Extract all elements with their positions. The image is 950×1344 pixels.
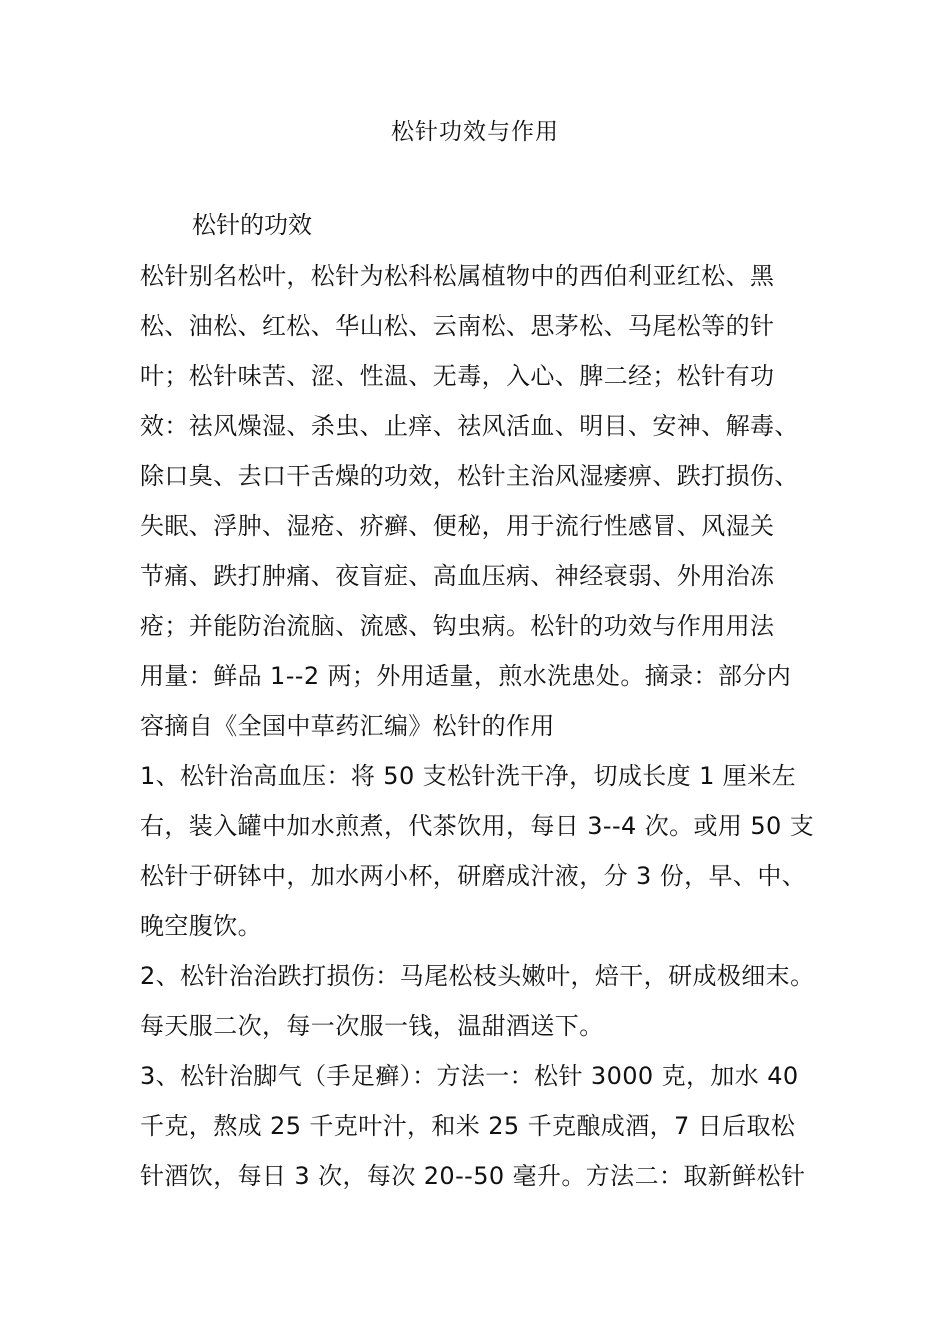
body-text bbox=[140, 258, 840, 1208]
text-line: 松针于研钵中，加水两小杯，研磨成汁液，分 3 份，早、中、 bbox=[140, 862, 807, 890]
text-line: 节痛、跌打肿痛、夜盲症、高血压病、神经衰弱、外用治冻 bbox=[140, 562, 775, 590]
text-line: 除口臭、去口干舌燥的功效，松针主治风湿痿痹、跌打损伤、 bbox=[140, 462, 799, 490]
text-line: 3、松针治脚气（手足癣）：方法一：松针 3000 克，加水 40 bbox=[140, 1062, 799, 1090]
text-line: 每天服二次，每一次服一钱，温甜酒送下。 bbox=[140, 1012, 604, 1040]
section-heading: 松针的功效 bbox=[192, 211, 312, 239]
text-line: 效：祛风燥湿、杀虫、止痒、祛风活血、明目、安神、解毒、 bbox=[140, 412, 799, 440]
document-title: 松针功效与作用 bbox=[391, 119, 559, 145]
text-line: 失眠、浮肿、湿疮、疥癣、便秘，用于流行性感冒、风湿关 bbox=[140, 512, 775, 540]
text-line: 容摘自《全国中草药汇编》松针的作用 bbox=[140, 712, 555, 740]
text-line: 针酒饮，每日 3 次，每次 20--50 毫升。方法二：取新鲜松针 bbox=[140, 1162, 806, 1190]
text-line: 疮；并能防治流脑、流感、钩虫病。松针的功效与作用用法 bbox=[140, 612, 775, 640]
text-line: 松针别名松叶，松针为松科松属植物中的西伯利亚红松、黑 bbox=[140, 262, 775, 290]
text-line: 叶；松针味苦、涩、性温、无毒，入心、脾二经；松针有功 bbox=[140, 362, 775, 390]
text-line: 右，装入罐中加水煎煮，代茶饮用，每日 3--4 次。或用 50 支 bbox=[140, 812, 815, 840]
text-line: 晚空腹饮。 bbox=[140, 912, 262, 940]
text-line: 千克，熬成 25 千克叶汁，和米 25 千克酿成酒，7 日后取松 bbox=[140, 1112, 796, 1140]
text-line: 用量：鲜品 1--2 两；外用适量，煎水洗患处。摘录：部分内 bbox=[140, 662, 792, 690]
text-line: 1、松针治高血压：将 50 支松针洗干净，切成长度 1 厘米左 bbox=[140, 762, 796, 790]
text-line: 2、松针治治跌打损伤：马尾松枝头嫩叶，焙干，研成极细末。 bbox=[140, 962, 815, 990]
text-line: 松、油松、红松、华山松、云南松、思茅松、马尾松等的针 bbox=[140, 312, 775, 340]
